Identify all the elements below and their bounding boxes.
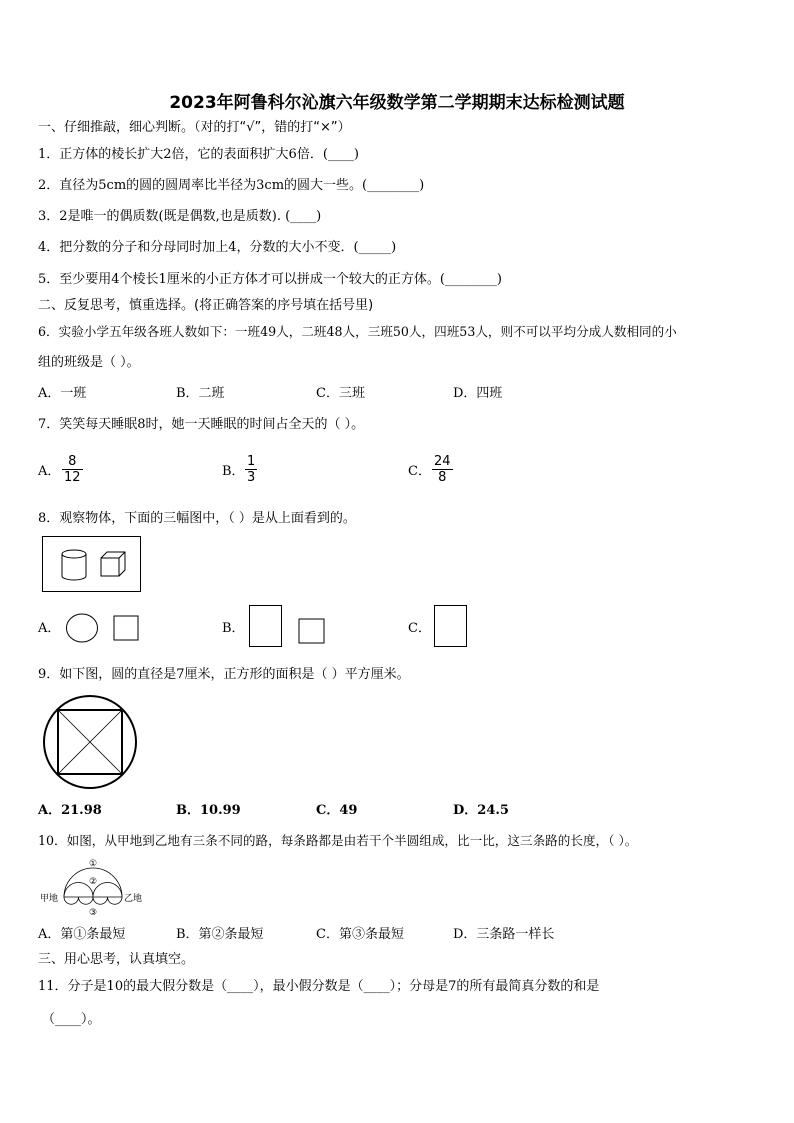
question-5: 5．至少要用4个棱长1厘米的小正方体才可以拼成一个较大的正方体。(________)	[38, 272, 502, 287]
question-11-line-1: 11．分子是10的最大假分数是（____），最小假分数是（____）；分母是7的所有最简真分数的和是	[38, 979, 600, 994]
q10-start-label: 甲地	[40, 894, 59, 904]
q6-option-c: C．三班	[316, 386, 365, 401]
q10-route-2-mark: ②	[89, 877, 98, 887]
q7-option-c-label: C．	[408, 464, 431, 479]
question-7: 7．笑笑每天睡眠8时，她一天睡眠的时间占全天的（ ）。	[38, 417, 365, 432]
q9-option-d: D．24.5	[453, 803, 509, 818]
q7-option-a-label: A．	[38, 464, 61, 479]
question-1: 1．正方体的棱长扩大2倍，它的表面积扩大6倍．(____)	[38, 147, 359, 162]
q9-option-b: B．10.99	[176, 803, 241, 818]
q7-option-b-label: B．	[222, 464, 245, 479]
section-3-heading: 三、用心思考，认真填空。	[38, 952, 195, 967]
page-title: 2023年阿鲁科尔沁旗六年级数学第二学期期末达标检测试题	[169, 93, 625, 113]
question-9: 9．如下图，圆的直径是7厘米，正方形的面积是（ ）平方厘米。	[38, 667, 410, 682]
question-3: 3．2是唯一的偶质数(既是偶数,也是质数). (____)	[38, 209, 322, 224]
question-11-line-2: （____）。	[42, 1012, 101, 1027]
fraction-denominator: 8	[438, 470, 447, 485]
q10-route-1-mark: ①	[89, 859, 98, 869]
fraction-numerator: 8	[62, 454, 83, 470]
q8-option-a-figure	[66, 612, 142, 644]
question-8: 8．观察物体，下面的三幅图中，（ ）是从上面看到的。	[38, 511, 356, 526]
q6-option-d: D．四班	[453, 386, 503, 401]
fraction-denominator: 12	[64, 470, 81, 485]
q10-route-3-mark: ③	[89, 908, 98, 918]
question-4: 4．把分数的分子和分母同时加上4，分数的大小不变．(_____)	[38, 240, 397, 255]
q10-option-c: C．第③条最短	[316, 927, 404, 942]
fraction-numerator: 24	[434, 454, 451, 469]
q7-option-b-fraction	[245, 454, 257, 485]
question-6-line-1: 6．实验小学五年级各班人数如下：一班49人，二班48人，三班50人，四班53人，则不可以平均分成人数相同的小	[38, 324, 677, 339]
section-1-heading: 一、仔细推敲，细心判断。（对的打“√”，错的打“×”）	[38, 120, 351, 135]
section-2-heading: 二、反复思考，慎重选择。(将正确答案的序号填在括号里)	[38, 298, 374, 313]
q7-option-c-fraction	[432, 454, 453, 485]
q8-option-c-figure	[434, 605, 470, 649]
q10-option-a: A．第①条最短	[38, 927, 126, 942]
q9-circle-square-figure	[42, 694, 138, 790]
fraction-denominator: 3	[247, 470, 256, 485]
q8-option-a-label: A．	[38, 621, 61, 636]
q9-option-a: A．21.98	[38, 803, 102, 818]
q6-option-a: A．一班	[38, 386, 87, 401]
q8-option-b-label: B．	[222, 621, 245, 636]
question-10: 10．如图，从甲地到乙地有三条不同的路，每条路都是由若干个半圆组成，比一比，这三条路的长度，（ ）。	[38, 833, 638, 848]
q9-option-c: C．49	[316, 803, 358, 818]
q8-option-b-figure	[249, 605, 329, 649]
q10-end-label: 乙地	[124, 894, 143, 904]
question-6-line-2: 组的班级是（ ）。	[38, 355, 140, 370]
fraction-numerator: 1	[247, 454, 256, 469]
q10-option-b: B．第②条最短	[176, 927, 264, 942]
q10-routes-figure	[40, 855, 150, 917]
q6-option-b: B．二班	[176, 386, 225, 401]
q8-option-c-label: C．	[408, 621, 431, 636]
q7-option-a-fraction	[62, 454, 83, 485]
q8-objects-figure	[42, 536, 142, 592]
question-2: 2．直径为5cm的圆的圆周率比半径为3cm的圆大一些。(________)	[38, 178, 425, 193]
q10-option-d: D．三条路一样长	[453, 927, 555, 942]
